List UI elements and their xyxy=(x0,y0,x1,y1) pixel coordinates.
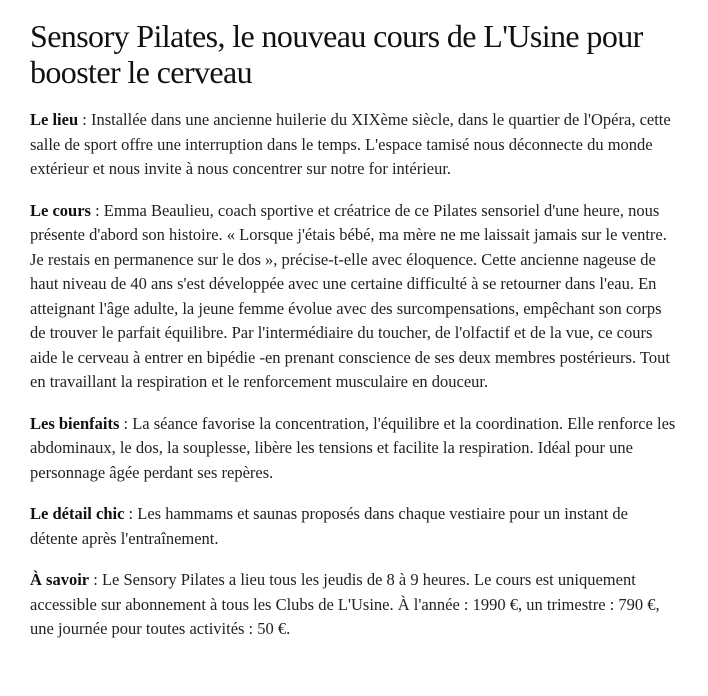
paragraph-label: Le cours xyxy=(30,200,91,220)
paragraph-text: : Emma Beaulieu, coach sportive et créatrice de ce Pilates sensoriel d'une heure, nous présente d'abord son histoire. « Lorsque j'étais bébé, ma mère ne me laissait jamais sur le ventre. Je restais en permanence sur le dos », précise-t-elle avec éloquence. Cette ancienne nageuse de haut niveau de 40 ans s'est développée avec une certaine difficulté à se retourner dans l'eau. En atteignant l'âge adulte, la jeune femme évolue avec des surcompensations, empêchant son corps de trouver le parfait équilibre. Par l'intermédiaire du toucher, de l'olfactif et de la vue, ce cours aide le cerveau à entrer en bipédie -en prenant conscience de ses deux membres postérieurs. Tout en travaillant la respiration et le renforcement musculaire en douceur. xyxy=(30,200,670,391)
paragraph-label: Le détail chic xyxy=(30,504,125,523)
paragraph-detail-chic xyxy=(30,502,678,551)
paragraph-label: À savoir xyxy=(30,570,90,589)
paragraph-text: : La séance favorise la concentration, l'équilibre et la coordination. Elle renforce les abdominaux, le dos, la souplesse, libère les tensions et facilite la respiration. Idéal pour une personnage âgée perdant ses repères. xyxy=(30,413,676,482)
paragraph-label: Les bienfaits xyxy=(30,413,120,433)
article-title: Sensory Pilates, le nouveau cours de L'Usine pour booster le cerveau xyxy=(30,18,643,90)
paragraph-text: : Le Sensory Pilates a lieu tous les jeudis de 8 à 9 heures. Le cours est uniquement accessible sur abonnement à tous les Clubs de L'Usine. À l'année : 1990 €, un trimestre : 790 €, une journée pour toutes activités : 50 €. xyxy=(30,570,660,638)
paragraph-bienfaits xyxy=(30,412,678,486)
paragraph-label: Le lieu xyxy=(30,110,79,129)
paragraph-text: : Installée dans une ancienne huilerie du XIXème siècle, dans le quartier de l'Opéra, cette salle de sport offre une interruption dans le temps. L'espace tamisé nous déconnecte du monde extérieur et nous invite à nous concentrer sur notre for intérieur. xyxy=(30,110,671,178)
paragraph-cours xyxy=(30,199,678,395)
paragraph-text: : Les hammams et saunas proposés dans chaque vestiaire pour un instant de détente après l'entraînement. xyxy=(30,504,628,548)
article xyxy=(30,18,678,659)
paragraph-a-savoir xyxy=(30,568,678,642)
paragraph-lieu xyxy=(30,108,678,182)
